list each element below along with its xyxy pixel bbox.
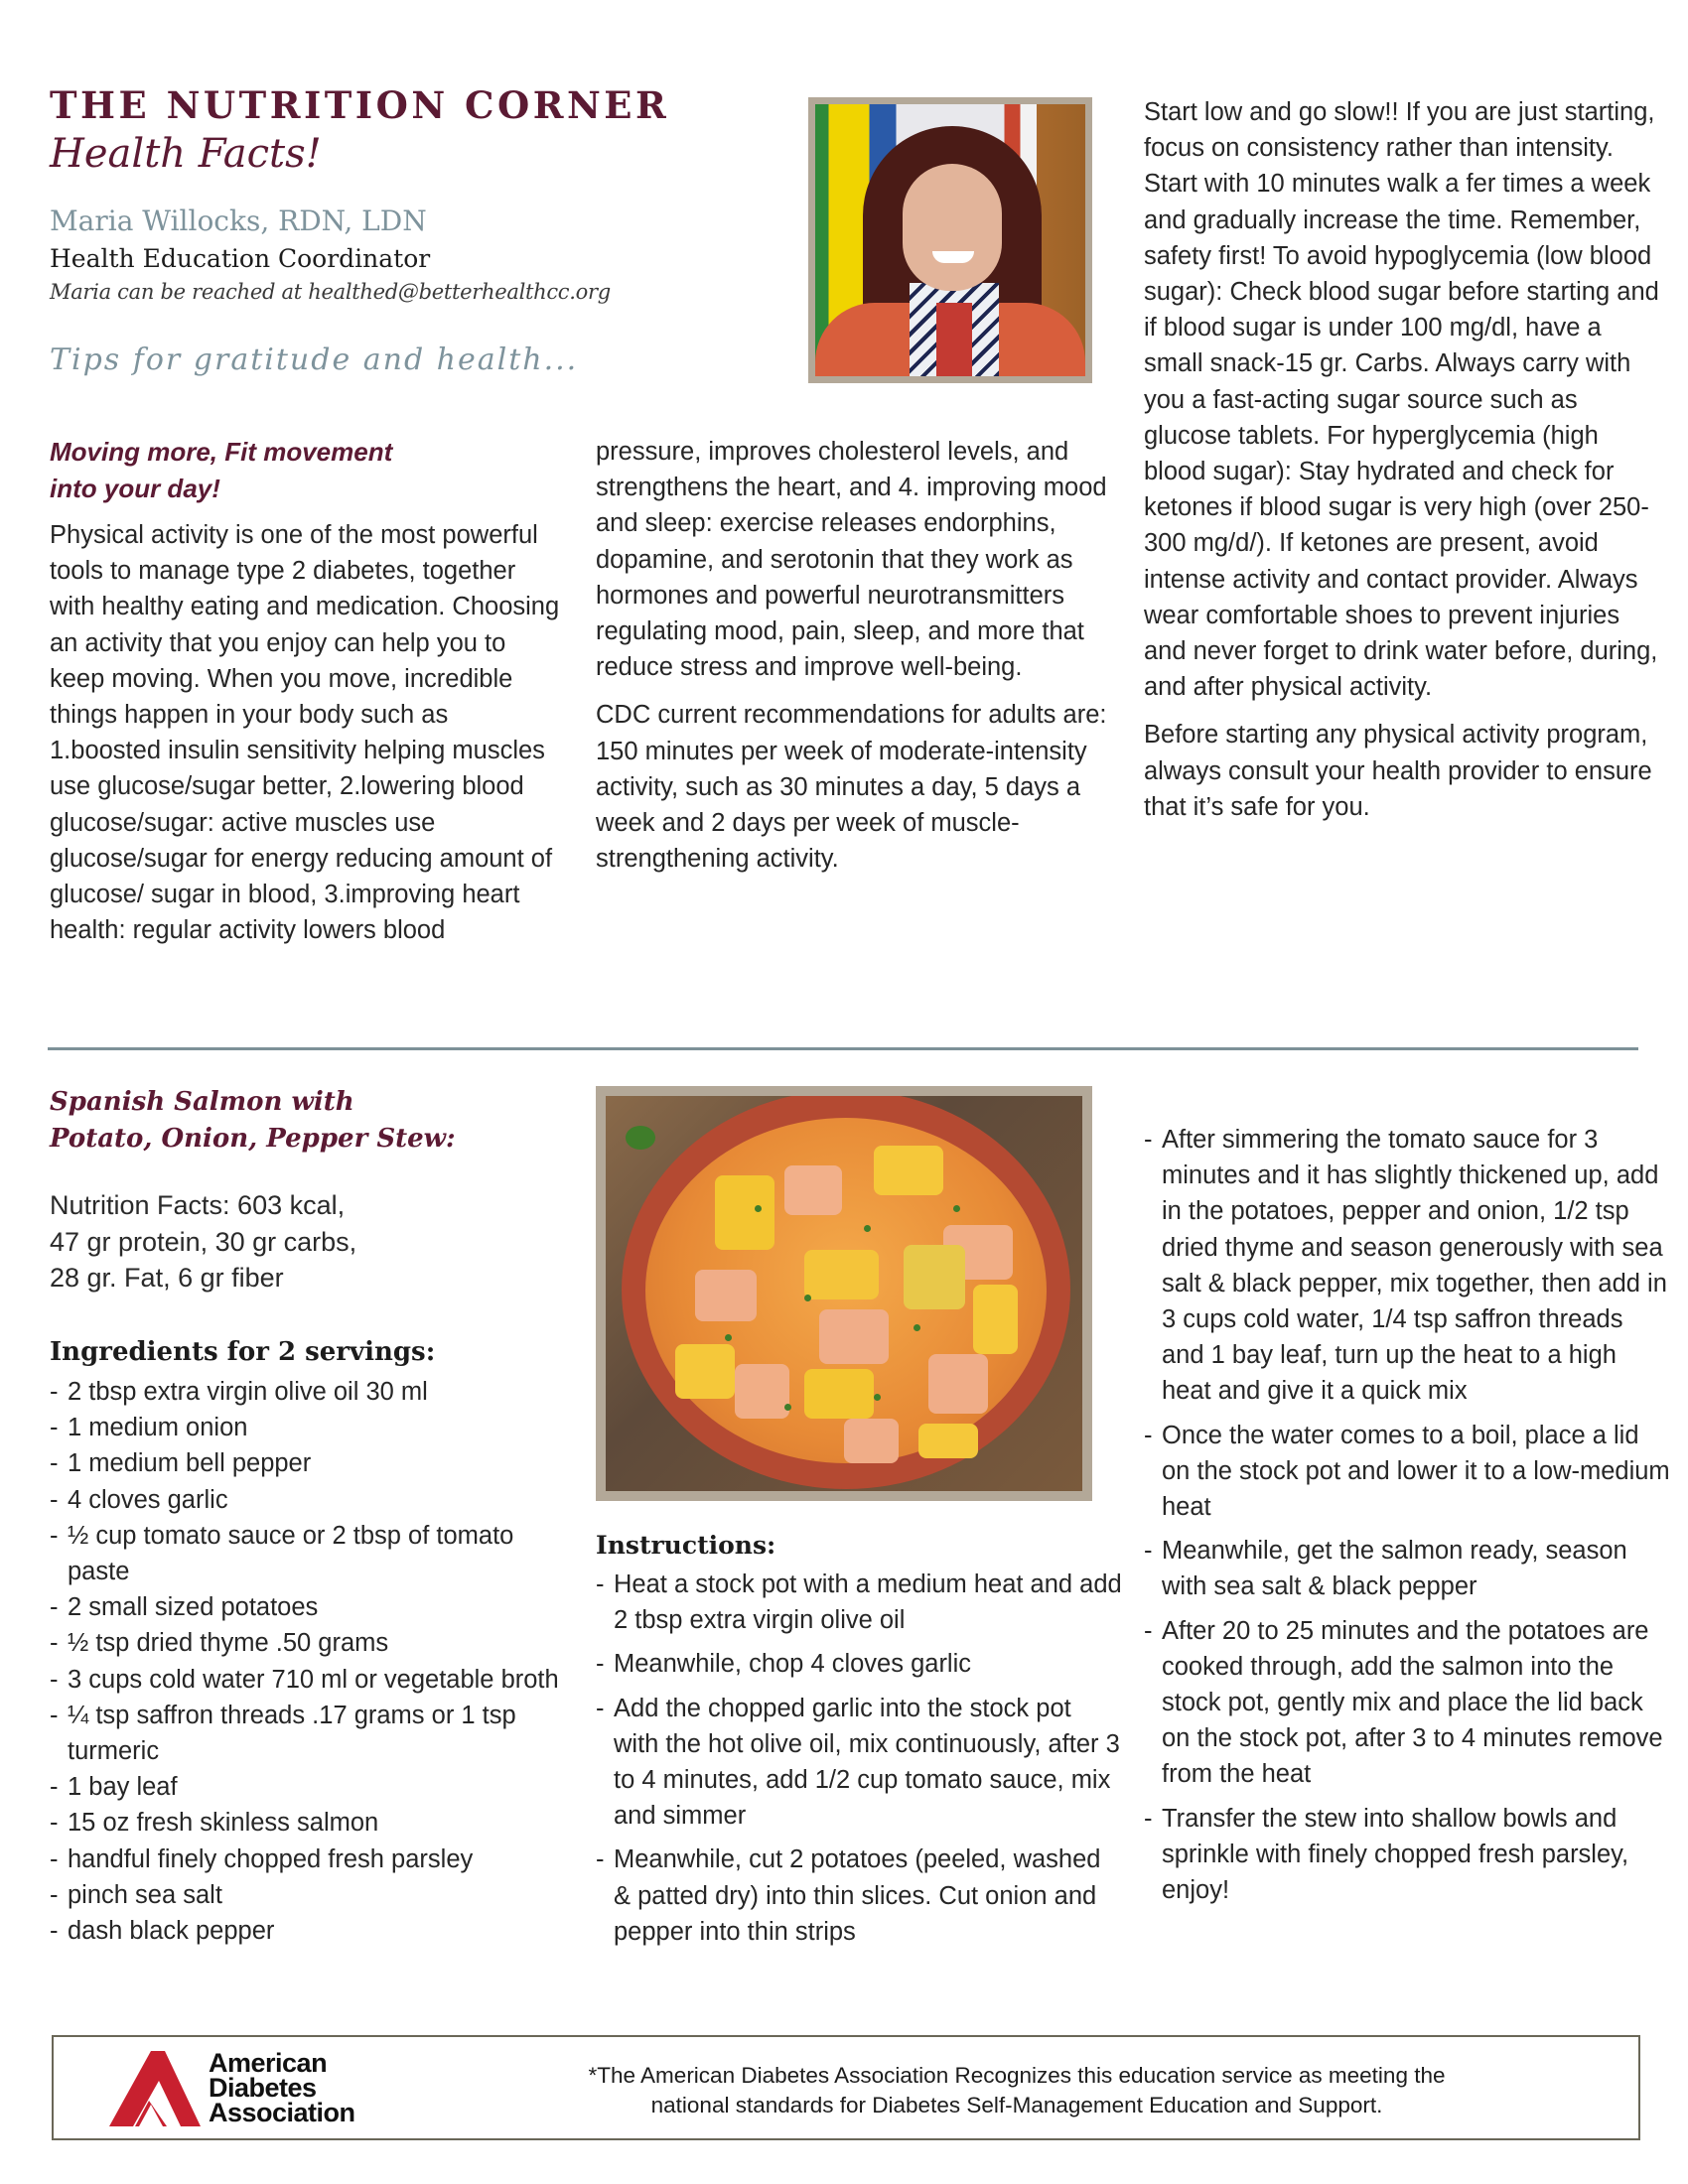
ingredient-item bbox=[50, 1877, 566, 1913]
photo-parsley bbox=[914, 1324, 920, 1331]
instruction-item bbox=[596, 1842, 1122, 1950]
ingredient-item bbox=[50, 1913, 566, 1949]
section-divider bbox=[48, 1047, 1638, 1050]
list-dash: - bbox=[50, 1485, 59, 1514]
photo-potato bbox=[918, 1424, 978, 1458]
list-dash: - bbox=[50, 1665, 59, 1694]
ingredient-text: handful finely chopped fresh parsley bbox=[68, 1844, 474, 1873]
instruction-text: Transfer the stew into shallow bowls and sprinkle with finely chopped fresh parsley, enjoy! bbox=[1162, 1804, 1629, 1905]
article-paragraph: CDC current recommendations for adults are: 150 minutes per week of moderate-intensity activity, such as 30 minutes a day, 5 days a week and 2 days per week of muscle-strengthening activity. bbox=[596, 701, 1107, 874]
instruction-item bbox=[596, 1567, 1122, 1638]
ingredient-item bbox=[50, 1374, 566, 1410]
author-name: Maria Willocks, RDN, LDN bbox=[50, 205, 427, 237]
ada-logo bbox=[109, 2048, 397, 2127]
ingredient-item bbox=[50, 1662, 566, 1698]
ingredient-item bbox=[50, 1445, 566, 1481]
list-dash: - bbox=[50, 1880, 59, 1909]
photo-parsley bbox=[626, 1126, 655, 1150]
article-paragraph: Start low and go slow!! If you are just starting, focus on consistency rather than intensity. Start with 10 minutes walk a fer times a week and gradually increase the time. Remember, safety first! To avoid hypoglycemia (low blood sugar): Check blood sugar before starting and if blood sugar is under 100 mg/dl, have a small snack-15 gr. Carbs. Always carry with you a fast-acting sugar source such as glucose tablets. For hyperglycemia (high blood sugar): Stay hydrated and check for ketones if blood sugar is very high (over 250-300 mg/d/). If ketones are present, avoid intense activity and contact provider. Always wear comfortable shoes to prevent injuries and never forget to drink water before, during, and after physical activity. bbox=[1144, 98, 1659, 702]
photo-parsley bbox=[804, 1295, 811, 1301]
article-column-2 bbox=[596, 434, 1112, 888]
ingredient-item bbox=[50, 1482, 566, 1518]
author-contact: Maria can be reached at healthed@betterhealthcc.org bbox=[50, 280, 611, 304]
list-dash: - bbox=[50, 1809, 59, 1838]
article-heading-line2: into your day! bbox=[50, 474, 220, 503]
article-heading-line1: Moving more, Fit movement bbox=[50, 437, 393, 467]
instructions-heading: Instructions: bbox=[596, 1531, 776, 1560]
photo-parsley bbox=[725, 1334, 732, 1341]
ingredient-item bbox=[50, 1518, 566, 1589]
list-dash: - bbox=[50, 1378, 59, 1406]
photo-parsley bbox=[864, 1225, 871, 1232]
ingredient-text: ½ cup tomato sauce or 2 tbsp of tomato paste bbox=[68, 1521, 514, 1586]
ingredient-item bbox=[50, 1698, 566, 1769]
ada-logo-line: Diabetes bbox=[209, 2073, 317, 2103]
list-dash: - bbox=[50, 1917, 59, 1946]
recipe-title-line2: Potato, Onion, Pepper Stew: bbox=[50, 1124, 456, 1154]
ingredient-text: 1 medium bell pepper bbox=[68, 1449, 312, 1478]
photo-potato bbox=[973, 1285, 1018, 1354]
author-role: Health Education Coordinator bbox=[50, 244, 431, 273]
list-dash: - bbox=[1144, 1421, 1153, 1449]
ingredient-item bbox=[50, 1625, 566, 1661]
article-column-1 bbox=[50, 434, 566, 960]
instruction-text: Meanwhile, cut 2 potatoes (peeled, washed & patted dry) into thin slices. Cut onion and pepper into thin strips bbox=[614, 1845, 1101, 1946]
ingredient-text: pinch sea salt bbox=[68, 1880, 222, 1909]
instructions-list-1 bbox=[596, 1567, 1122, 1958]
newsletter-subtitle: Health Facts! bbox=[50, 131, 322, 177]
photo-potato bbox=[874, 1146, 943, 1195]
list-dash: - bbox=[50, 1773, 59, 1802]
author-photo-frame bbox=[808, 97, 1092, 383]
list-dash: - bbox=[596, 1694, 605, 1722]
ada-triangle-logo-icon bbox=[109, 2051, 201, 2126]
photo-parsley bbox=[874, 1394, 881, 1401]
instruction-item bbox=[596, 1691, 1122, 1835]
list-dash: - bbox=[50, 1521, 59, 1550]
list-dash: - bbox=[50, 1449, 59, 1478]
ingredient-item bbox=[50, 1769, 566, 1805]
author-photo bbox=[815, 104, 1085, 376]
ingredient-text: 1 bay leaf bbox=[68, 1773, 178, 1802]
recipe-title bbox=[50, 1084, 456, 1158]
ingredient-text: 1 medium onion bbox=[68, 1414, 248, 1442]
photo-parsley bbox=[755, 1205, 762, 1212]
footer-box bbox=[52, 2035, 1640, 2140]
photo-salmon bbox=[784, 1165, 842, 1215]
photo-potato bbox=[804, 1369, 874, 1419]
ingredient-item bbox=[50, 1842, 566, 1877]
footer-disclaimer-line: *The American Diabetes Association Recognizes this education service as meeting the bbox=[588, 2063, 1446, 2088]
photo-potato bbox=[675, 1344, 735, 1399]
nutrition-line: Nutrition Facts: 603 kcal, bbox=[50, 1190, 346, 1220]
article-heading bbox=[50, 434, 566, 507]
photo-scarf-center bbox=[936, 303, 972, 376]
ingredient-item bbox=[50, 1589, 566, 1625]
ingredient-text: 4 cloves garlic bbox=[68, 1485, 228, 1514]
ada-logo-text bbox=[209, 2048, 355, 2127]
article-paragraph: Physical activity is one of the most powerful tools to manage type 2 diabetes, together with healthy eating and medication. Choosing an activity that you enjoy can help you to keep moving. When you move, incredible things happen in your body such as 1.boosted insulin sensitivity helping muscles use glucose/sugar better, 2.lowering blood glucose/sugar: active muscles use glucose/sugar for energy reducing amount of glucose/ sugar in blood, 3.improving heart health: regular activity lowers blood bbox=[50, 521, 560, 945]
photo-salmon bbox=[819, 1309, 889, 1364]
ingredient-item bbox=[50, 1805, 566, 1841]
ingredient-item bbox=[50, 1410, 566, 1445]
list-dash: - bbox=[1144, 1616, 1153, 1645]
instruction-text: After 20 to 25 minutes and the potatoes are cooked through, add the salmon into the stock pot, gently mix and place the lid back on the stock pot, after 3 to 4 minutes remove from the heat bbox=[1162, 1616, 1663, 1789]
photo-potato bbox=[715, 1175, 774, 1250]
newsletter-title: THE NUTRITION CORNER bbox=[50, 83, 670, 127]
ingredient-text: dash black pepper bbox=[68, 1917, 275, 1946]
ingredient-text: 2 small sized potatoes bbox=[68, 1593, 319, 1622]
footer-disclaimer bbox=[471, 2061, 1563, 2120]
instructions-list-2 bbox=[1144, 1122, 1670, 1916]
recipe-title-line1: Spanish Salmon with bbox=[50, 1087, 354, 1117]
list-dash: - bbox=[1144, 1537, 1153, 1566]
ingredient-text: 15 oz fresh skinless salmon bbox=[68, 1809, 379, 1838]
photo-salmon bbox=[735, 1364, 789, 1419]
instruction-text: Add the chopped garlic into the stock pot with the hot olive oil, mix continuously, after 3 to 4 minutes, add 1/2 cup tomato sauce, mix and simmer bbox=[614, 1694, 1120, 1831]
recipe-photo-frame bbox=[596, 1086, 1092, 1501]
list-dash: - bbox=[50, 1701, 59, 1729]
photo-salmon bbox=[844, 1419, 899, 1463]
article-column-3 bbox=[1144, 94, 1660, 837]
instruction-text: Meanwhile, get the salmon ready, season with sea salt & black pepper bbox=[1162, 1537, 1627, 1601]
list-dash: - bbox=[596, 1570, 605, 1598]
ingredients-list bbox=[50, 1374, 566, 1949]
instruction-item bbox=[1144, 1613, 1670, 1793]
tagline: Tips for gratitude and health... bbox=[50, 342, 579, 377]
instruction-item bbox=[596, 1646, 1122, 1682]
instruction-item bbox=[1144, 1418, 1670, 1526]
instruction-text: After simmering the tomato sauce for 3 minutes and it has slightly thickened up, add in the potatoes, pepper and onion, 1/2 tsp dried thyme and season generously with sea salt & black pepper, mix together, then add in 3 cups cold water, 1/4 tsp saffron threads and 1 bay leaf, turn up the heat to a high heat and give it a quick mix bbox=[1162, 1126, 1667, 1406]
ada-logo-line: Association bbox=[209, 2098, 355, 2127]
article-paragraph: pressure, improves cholesterol levels, and strengthens the heart, and 4. improving mood and sleep: exercise releases endorphins, dopamine, and serotonin that they work as hormones and powerful neurotransmitters regulating mood, pain, sleep, and more that reduce stress and improve well-being. bbox=[596, 438, 1107, 682]
photo-smile bbox=[932, 251, 974, 263]
list-dash: - bbox=[596, 1845, 605, 1874]
recipe-photo bbox=[606, 1096, 1082, 1491]
nutrition-line: 28 gr. Fat, 6 gr fiber bbox=[50, 1263, 284, 1293]
ingredients-heading: Ingredients for 2 servings: bbox=[50, 1337, 436, 1367]
list-dash: - bbox=[50, 1844, 59, 1873]
photo-face bbox=[903, 164, 1002, 291]
list-dash: - bbox=[1144, 1126, 1153, 1154]
photo-salmon bbox=[695, 1270, 757, 1321]
list-dash: - bbox=[50, 1414, 59, 1442]
photo-parsley bbox=[784, 1404, 791, 1411]
instruction-item bbox=[1144, 1122, 1670, 1410]
instruction-text: Meanwhile, chop 4 cloves garlic bbox=[614, 1650, 972, 1679]
instruction-item bbox=[1144, 1801, 1670, 1909]
ingredient-text: 3 cups cold water 710 ml or vegetable broth bbox=[68, 1665, 559, 1694]
instruction-text: Once the water comes to a boil, place a lid on the stock pot and lower it to a low-medium heat bbox=[1162, 1421, 1670, 1522]
list-dash: - bbox=[1144, 1804, 1153, 1833]
instruction-item bbox=[1144, 1533, 1670, 1604]
list-dash: - bbox=[50, 1629, 59, 1658]
list-dash: - bbox=[50, 1593, 59, 1622]
ingredient-text: ¼ tsp saffron threads .17 grams or 1 tsp turmeric bbox=[68, 1701, 516, 1766]
list-dash: - bbox=[596, 1650, 605, 1679]
photo-potato bbox=[904, 1245, 965, 1309]
photo-parsley bbox=[953, 1205, 960, 1212]
article-paragraph: Before starting any physical activity program, always consult your health provider to ensure that it’s safe for you. bbox=[1144, 721, 1652, 821]
ada-logo-line: American bbox=[209, 2048, 328, 2078]
ingredient-text: ½ tsp dried thyme .50 grams bbox=[68, 1629, 389, 1658]
nutrition-line: 47 gr protein, 30 gr carbs, bbox=[50, 1226, 357, 1257]
ingredient-text: 2 tbsp extra virgin olive oil 30 ml bbox=[68, 1378, 428, 1406]
photo-salmon bbox=[928, 1354, 988, 1414]
photo-potato bbox=[804, 1250, 879, 1299]
nutrition-facts bbox=[50, 1187, 356, 1297]
instruction-text: Heat a stock pot with a medium heat and add 2 tbsp extra virgin olive oil bbox=[614, 1570, 1122, 1635]
footer-disclaimer-line: national standards for Diabetes Self-Management Education and Support. bbox=[650, 2093, 1383, 2117]
